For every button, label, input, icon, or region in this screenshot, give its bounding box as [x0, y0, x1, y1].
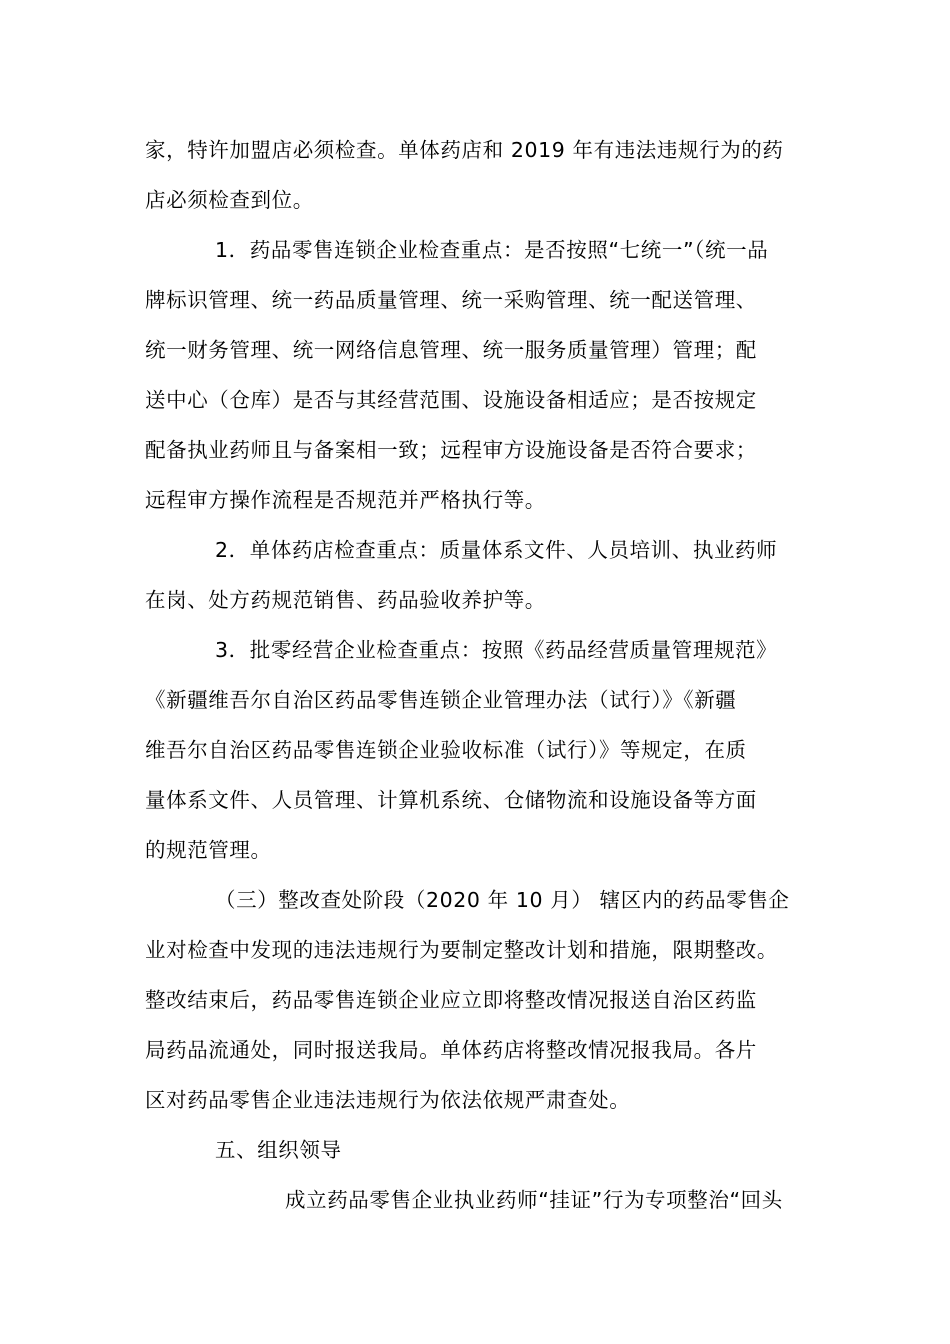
item-1-line-5: 配备执业药师且与备案相一致；远程审方设施设备是否符合要求； [145, 438, 757, 462]
section-3-line-4: 局药品流通处，同时报送我局。单体药店将整改情况报我局。各片 [145, 1038, 757, 1062]
section-3-line-3: 整改结束后，药品零售连锁企业应立即将整改情况报送自治区药监 [145, 988, 757, 1012]
item-3-line-5: 的规范管理。 [145, 838, 272, 862]
item-1-line-1: 1．药品零售连锁企业检查重点：是否按照“七统一”（统一品 [215, 238, 769, 262]
item-3-line-1: 3．批零经营企业检查重点：按照《药品经营质量管理规范》 [215, 638, 778, 662]
paragraph-line-1: 家，特许加盟店必须检查。单体药店和 2019 年有违法违规行为的药 [145, 138, 784, 162]
item-3-line-4: 量体系文件、人员管理、计算机系统、仓储物流和设施设备等方面 [145, 788, 757, 812]
section-heading: 五、组织领导 [215, 1138, 342, 1162]
item-3-line-3: 维吾尔自治区药品零售连锁企业验收标准（试行）》等规定，在质 [145, 738, 747, 762]
section-3-line-2: 业对检查中发现的违法违规行为要制定整改计划和措施，限期整改。 [145, 938, 778, 962]
section-3-line-1: （三）整改查处阶段（2020 年 10 月） 辖区内的药品零售企 [215, 888, 790, 912]
section-5-line-1: 成立药品零售企业执业药师“挂证”行为专项整治“回头 [285, 1188, 783, 1212]
item-2-line-2: 在岗、处方药规范销售、药品验收养护等。 [145, 588, 546, 612]
item-1-line-3: 统一财务管理、统一网络信息管理、统一服务质量管理）管理；配 [145, 338, 757, 362]
item-3-line-2: 《新疆维吾尔自治区药品零售连锁企业管理办法（试行）》《新疆 [145, 688, 737, 712]
section-3-line-5: 区对药品零售企业违法违规行为依法依规严肃查处。 [145, 1088, 631, 1112]
paragraph-line-2: 店必须检查到位。 [145, 188, 314, 212]
item-1-line-4: 送中心（仓库）是否与其经营范围、设施设备相适应；是否按规定 [145, 388, 757, 412]
item-1-line-6: 远程审方操作流程是否规范并严格执行等。 [145, 488, 546, 512]
item-2-line-1: 2．单体药店检查重点：质量体系文件、人员培训、执业药师 [215, 538, 778, 562]
item-1-line-2: 牌标识管理、统一药品质量管理、统一采购管理、统一配送管理、 [145, 288, 757, 312]
